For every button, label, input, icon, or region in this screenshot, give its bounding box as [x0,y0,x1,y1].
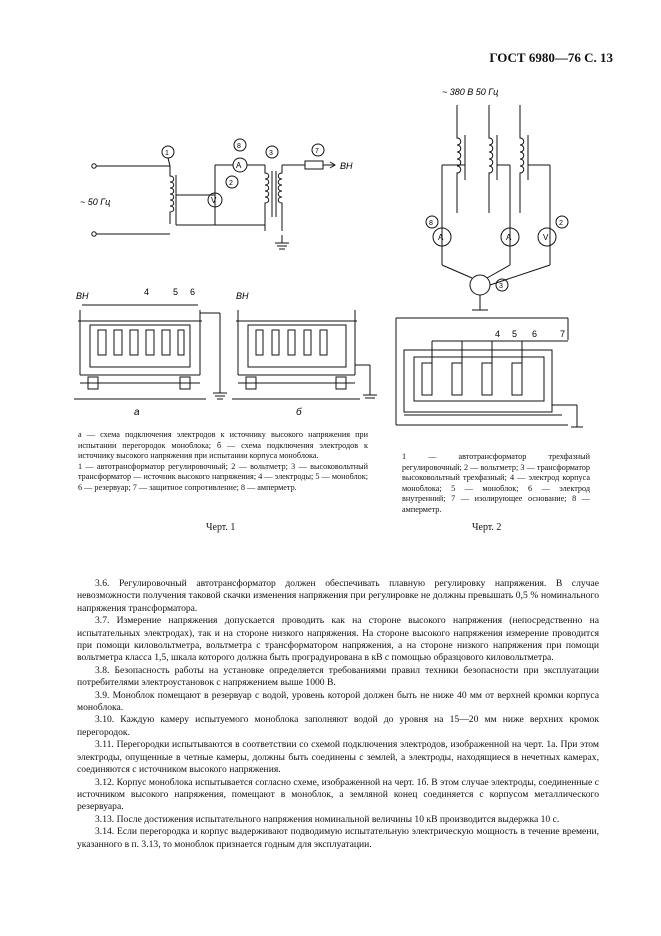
svg-text:A: A [438,233,444,242]
svg-text:A: A [506,233,512,242]
fig2-marker-6: 6 [532,329,538,339]
paragraph-3-12: 3.12. Корпус моноблока испытывается согласно схеме, изображенной на черт. 1б. В этом случае электроды, соединенные с источником высокого напряжения, помещают в моноблок, а земляной конец соединяется с корпусом металлического резервуара. [77,776,599,813]
fig1-caption-line-2: 1 — автотрансформатор регулировочный; 2 — вольтметр; 3 — высоковольтный трансформатор — источник высокого напряжения; 4 — электроды; 5 — моноблок; 6 — резервуар; 7 — защитное сопротивление; 8 — амперметр. [78,461,368,492]
paragraph-3-14: 3.14. Если перегородка и корпус выдерживают подводимую испытательную электрическую мощность в течение времени, указанного в п. 3.13, то моноблок признается годным для эксплуатации. [77,826,599,850]
figure-2-caption [402,452,590,516]
fig1-sub-a: а [134,407,140,418]
fig1-marker-8: 8 [237,143,241,150]
figure-1-caption [78,430,368,494]
fig1-supply-label: ~ 50 Гц [80,197,111,207]
fig2-caption-line-1: 1 — автотрансформатор трехфазный регулировочный; 2 — вольтметр; 3 — трансформатор высоковольтный трехфазный; 4 — электрод корпуса моноблока; 5 — моноблок; 6 — электрод внутренний; 7 — изолирующее основание; 8 — амперметр. [402,452,590,514]
fig2-marker-2: 2 [559,220,563,227]
fig2-marker-8: 8 [429,220,433,227]
figure-2-diagram [392,85,592,445]
figure-1-title: Черт. 1 [206,522,236,533]
figure-2-title: Черт. 2 [472,522,502,533]
figure-1-diagram [60,125,390,425]
svg-text:A: A [236,161,242,170]
fig2-supply-label: ~ 380 В 50 Гц [442,87,499,97]
fig1-marker-5: 5 [173,287,179,297]
fig2-marker-4: 4 [495,329,501,339]
fig1-vh-a: ВН [76,291,89,301]
page-header: ГОСТ 6980—76 С. 13 [489,50,613,65]
fig1-marker-7: 7 [315,148,319,155]
fig1-marker-3: 3 [269,150,273,157]
fig1-marker-1: 1 [165,150,169,157]
body-text [77,578,599,851]
paragraph-3-9: 3.9. Моноблок помещают в резервуар с водой, уровень которой должен быть не ниже 40 мм от верхней кромки корпуса моноблока. [77,689,599,714]
fig2-marker-5: 5 [512,329,518,339]
fig2-marker-3: 3 [499,283,503,290]
fig1-caption-line-1: а — схема подключения электродов к источнику высокого напряжения при испытании перегородок моноблока; б — схема подключения электродов к источнику высокого напряжения при испытании корпуса моноблока. [78,430,368,461]
fig2-marker-7: 7 [560,329,566,339]
fig1-marker-4: 4 [144,287,150,297]
fig1-marker-6: 6 [190,287,196,297]
fig1-sub-b: б [296,407,302,418]
svg-text:V: V [543,233,549,242]
paragraph-3-10: 3.10. Каждую камеру испытуемого моноблока заполняют водой до уровня на 15—20 мм ниже верхних кромок перегородок. [77,714,599,738]
paragraph-3-8: 3.8. Безопасность работы на установке определяется требованиями правил техники безопасности при эксплуатации потребителями электроустановок с напряжением выше 1000 В. [77,664,599,689]
paragraph-3-11: 3.11. Перегородки испытываются в соответствии со схемой подключения электродов, изображенной на черт. 1а. При этом электроды, опущенные в четные камеры, должны быть соединены с землей, а электроды, находящиеся в нечетных камерах, соединяются с источником высокого напряжения. [77,739,599,776]
paragraph-3-13: 3.13. После достижения испытательного напряжения номинальной величины 10 кВ производится выдержка 10 с. [95,813,560,825]
fig1-marker-2: 2 [229,180,233,187]
fig1-vh-label: ВН [340,161,353,171]
paragraph-3-7: 3.7. Измерение напряжения допускается проводить как на стороне высокого напряжения (непосредственно на испытательных электродах), так и на стороне низкого напряжения. На стороне высокого напряжения измерение проводится при помощи киловольтметра, вольтметра с трансформатором напряжения, а на стороне низкого напряжения при помощи вольтметра класса 1,5, шкала которого должна быть проградуирована в кВ с помощью образцового киловольтметра. [77,615,599,664]
paragraph-3-6: 3.6. Регулировочный автотрансформатор должен обеспечивать плавную регулировку напряжения. В случае невозможности получения таковой скачки изменения напряжения при регулировке не должны превышать 0,5 % номинального напряжения трансформатора. [77,578,599,614]
fig1-vh-b: ВН [236,291,249,301]
svg-text:V: V [211,196,217,205]
